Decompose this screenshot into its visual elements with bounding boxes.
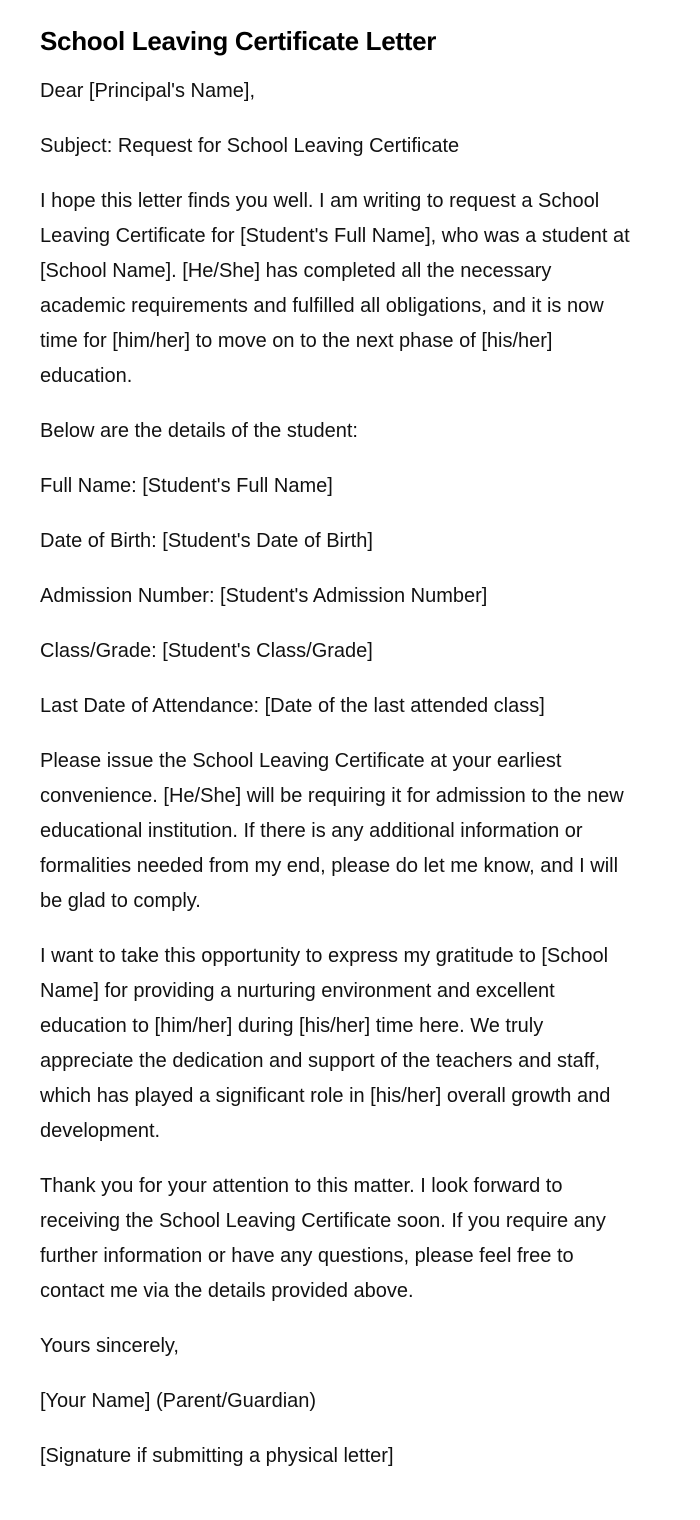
detail-class-grade: Class/Grade: [Student's Class/Grade] xyxy=(40,640,373,662)
closing-paragraph: Thank you for your attention to this matter. I look forward to receiving the School Leaving Certificate soon. If you require any further information or have any questions, please feel free to contact me via the details provided above. xyxy=(40,1175,606,1302)
request-paragraph: Please issue the School Leaving Certificate at your earliest convenience. [He/She] will be requiring it for admission to the new educational institution. If there is any additional information or formalities needed from my end, please do let me know, and I will be glad to comply. xyxy=(40,750,624,912)
signature-line: [Signature if submitting a physical letter] xyxy=(40,1445,394,1467)
details-intro: Below are the details of the student: xyxy=(40,420,358,442)
detail-last-attendance: Last Date of Attendance: [Date of the last attended class] xyxy=(40,695,545,717)
detail-date-of-birth: Date of Birth: [Student's Date of Birth] xyxy=(40,530,373,552)
page-title: School Leaving Certificate Letter xyxy=(40,26,437,56)
intro-paragraph: I hope this letter finds you well. I am writing to request a School Leaving Certificate for [Student's Full Name], who was a student at [School Name]. [He/She] has completed all the necessary academic requirements and fulfilled all obligations, and it is now time for [him/her] to move on to the next phase of [his/her] education. xyxy=(40,190,630,387)
sender-name: [Your Name] (Parent/Guardian) xyxy=(40,1390,317,1412)
sign-off: Yours sincerely, xyxy=(40,1335,179,1357)
gratitude-paragraph: I want to take this opportunity to express my gratitude to [School Name] for providing a nurturing environment and excellent education to [him/her] during [his/her] time here. We truly appreciate the dedication and support of the teachers and staff, which has played a significant role in [his/her] overall growth and development. xyxy=(40,945,611,1142)
detail-full-name: Full Name: [Student's Full Name] xyxy=(40,475,333,497)
salutation: Dear [Principal's Name], xyxy=(40,80,255,102)
subject-line: Subject: Request for School Leaving Certificate xyxy=(40,135,460,157)
detail-admission-number: Admission Number: [Student's Admission Number] xyxy=(40,585,488,607)
